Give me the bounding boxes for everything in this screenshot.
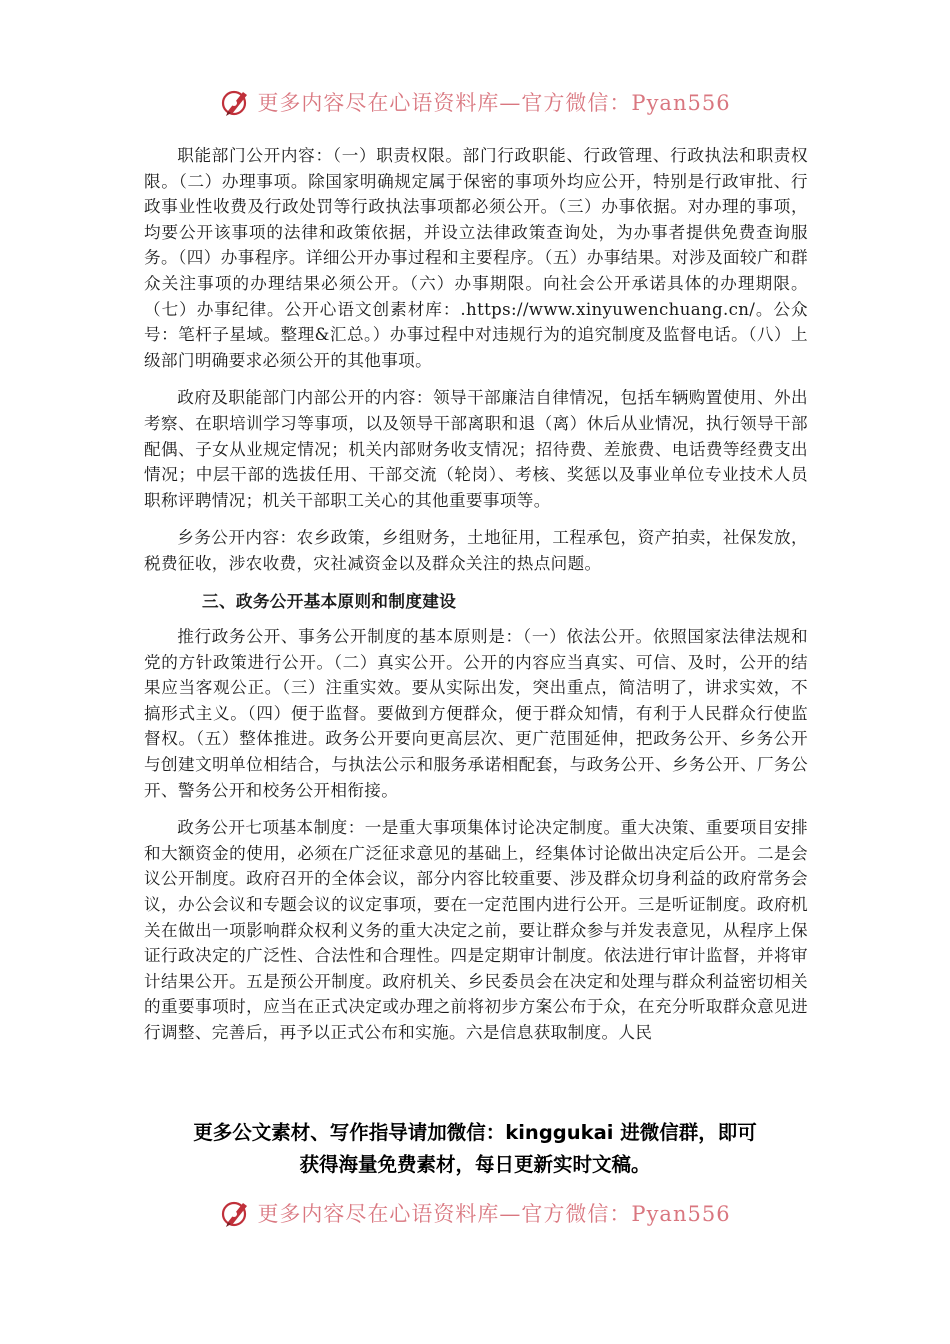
paragraph-internal-disclosure: 政府及职能部门内部公开的内容：领导干部廉洁自律情况，包括车辆购置使用、外出考察、在职培训学习等事项，以及领导干部离职和退（离）休后从业情况，执行领导干部配偶、子女从业规定情况；机关内部财务收支情况；招待费、差旅费、电话费等经费支出情况；中层干部的选拔任用、干部交流（轮岗）、考核、奖惩以及事业单位专业技术人员职称评聘情况；机关干部职工关心的其他重要事项等。: [144, 388, 808, 510]
footer-banner: [0, 1193, 950, 1233]
pen-logo-icon: [219, 1196, 253, 1230]
document-body: [144, 143, 808, 1046]
pen-logo-icon: [219, 85, 253, 119]
paragraph-seven-systems: 政务公开七项基本制度：一是重大事项集体讨论决定制度。重大决策、重要项目安排和大额资金的使用，必须在广泛征求意见的基础上，经集体讨论做出决定后公开。二是会议公开制度。政府召开的全体会议，部分内容比较重要、涉及群众切身利益的政府常务会议，办公会议和专题会议的议定事项，要在一定范围内进行公开。三是听证制度。政府机关在做出一项影响群众权利义务的重大决定之前，要让群众参与并发表意见，从程序上保证行政决定的广泛性、合法性和合理性。四是定期审计制度。依法进行审计监督，并将审计结果公开。五是预公开制度。政府机关、乡民委员会在决定和处理与群众利益密切相关的重要事项时，应当在正式决定或办理之前将初步方案公布于众，在充分听取群众意见进行调整、完善后，再予以正式公布和实施。六是信息获取制度。人民: [144, 818, 808, 1042]
section-heading: 三、政务公开基本原则和制度建设: [202, 591, 457, 611]
header-banner: [0, 82, 950, 122]
paragraph-township-disclosure: 乡务公开内容：农乡政策，乡组财务，土地征用，工程承包，资产拍卖，社保发放，税费征收，涉农收费，灾社减资金以及群众关注的热点问题。: [144, 528, 808, 573]
paragraph-basic-principles: 推行政务公开、事务公开制度的基本原则是：（一）依法公开。依照国家法律法规和党的方针政策进行公开。（二）真实公开。公开的内容应当真实、可信、及时，公开的结果应当客观公正。（三）注重实效。要从实际出发，突出重点，简洁明了，讲求实效，不搞形式主义。（四）便于监督。要做到方便群众，便于群众知情，有利于人民群众行使监督权。（五）整体推进。政务公开要向更高层次、更广范围延伸，把政务公开、乡务公开与创建文明单位相结合，与执法公示和服务承诺相配套，与政务公开、乡务公开、厂务公开、警务公开和校务公开相衔接。: [144, 627, 808, 800]
promo-line-2: 获得海量免费素材，每日更新实时文稿。: [299, 1153, 651, 1176]
paragraph-department-disclosure: 职能部门公开内容：（一）职责权限。部门行政职能、行政管理、行政执法和职责权限。（二）办理事项。除国家明确规定属于保密的事项外均应公开，特别是行政审批、行政事业性收费及行政处罚等行政执法事项都必须公开。（三）办事依据。对办理的事项，均要公开该事项的法律和政策依据，并设立法律政策查询处，为办事者提供免费查询服务。（四）办事程序。详细公开办事过程和主要程序。（五）办事结果。对涉及面较广和群众关注事项的办理结果必须公开。（六）办事期限。向社会公开承诺具体的办理期限。（七）办事纪律。公开心语文创素材库：.https://www.xinyuwenchuang.cn/。公众号：笔杆子星域。整理&汇总。）办事过程中对违规行为的追究制度及监督电话。（八）上级部门明确要求必须公开的其他事项。: [144, 146, 808, 370]
banner-text: 更多内容尽在心语资料库—官方微信：Pyan556: [257, 91, 731, 115]
promo-notice: [130, 1117, 820, 1181]
promo-line-1: 更多公文素材、写作指导请加微信：kinggukai 进微信群，即可: [193, 1121, 757, 1144]
banner-text: 更多内容尽在心语资料库—官方微信：Pyan556: [257, 1202, 731, 1226]
